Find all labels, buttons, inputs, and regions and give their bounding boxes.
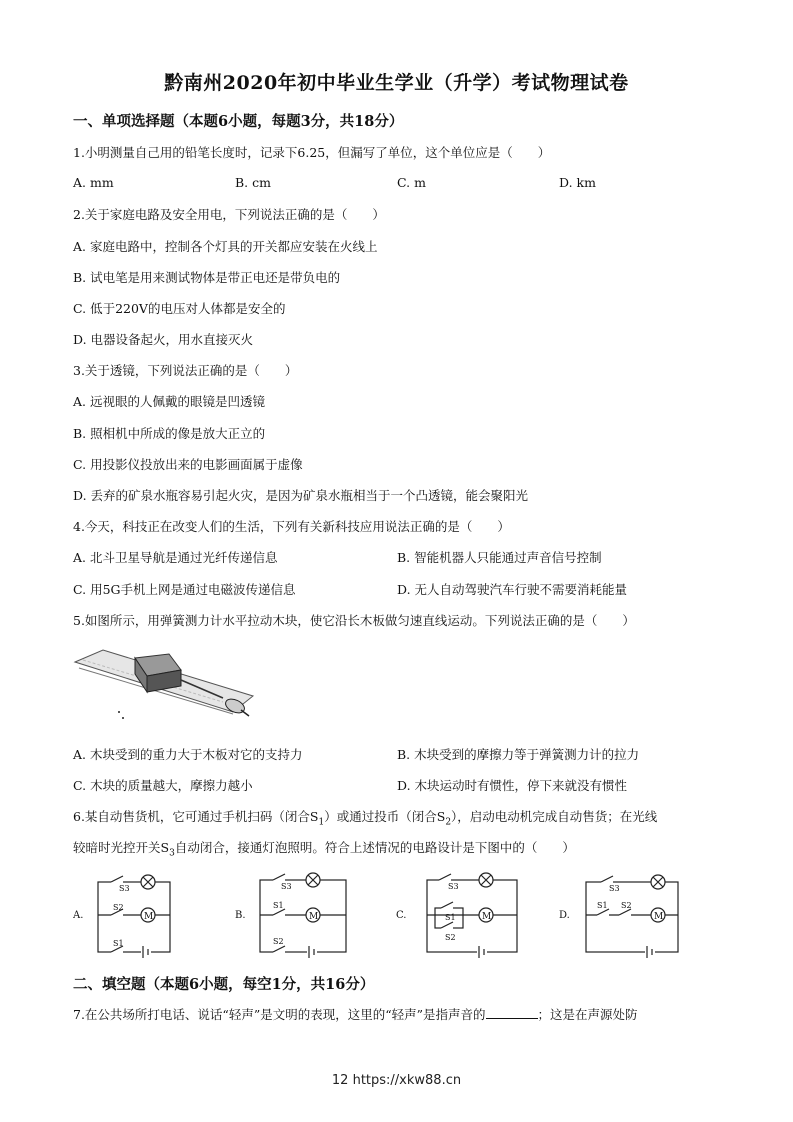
- question-4-option-b: B. 智能机器人只能通过声音信号控制: [397, 550, 602, 565]
- question-5-option-c: C. 木块的质量越大，摩擦力越小: [73, 778, 253, 793]
- question-2-option-b: B. 试电笔是用来测试物体是带正电还是带负电的: [73, 270, 341, 285]
- question-1-option-c: C. m: [397, 175, 426, 190]
- switch-label: S1: [113, 939, 124, 948]
- page-title: 黔南州2020年初中毕业生学业（升学）考试物理试卷: [164, 72, 629, 94]
- switch-label: S3: [448, 882, 459, 891]
- circuit-option-label: C.: [396, 910, 407, 921]
- question-2-option-c: C. 低于220V的电压对人体都是安全的: [73, 301, 286, 316]
- answer-blank[interactable]: [486, 1008, 538, 1019]
- question-3-stem: 3.关于透镜，下列说法正确的是（ ）: [73, 363, 298, 378]
- motor-label: M: [309, 912, 319, 922]
- question-7-stem: 7.在公共场所打电话、说话“轻声”是文明的表现，这里的“轻声”是指声音的 ；这是在声源处防: [73, 1007, 638, 1022]
- question-2-option-d: D. 电器设备起火，用水直接灭火: [73, 332, 254, 347]
- switch-label: S3: [281, 882, 292, 891]
- question-4-option-d: D. 无人自动驾驶汽车行驶不需要消耗能量: [397, 582, 628, 597]
- question-5-stem: 5.如图所示，用弹簧测力计水平拉动木块，使它沿长木板做匀速直线运动。下列说法正确的是（ ）: [73, 613, 635, 628]
- motor-label: M: [144, 912, 154, 922]
- question-4-option-a: A. 北斗卫星导航是通过光纤传递信息: [73, 550, 278, 565]
- circuit-c: [427, 873, 517, 958]
- question-3-option-d: D. 丢弃的矿泉水瓶容易引起火灾，是因为矿泉水瓶相当于一个凸透镜，能会聚阳光: [73, 488, 529, 503]
- question-3-option-a: A. 远视眼的人佩戴的眼镜是凹透镜: [73, 394, 265, 409]
- question-1-stem: 1.小明测量自己用的铅笔长度时，记录下6.25，但漏写了单位，这个单位应是（ ）: [73, 145, 551, 160]
- question-5-option-a: A. 木块受到的重力大于木板对它的支持力: [73, 747, 303, 762]
- switch-label: S2: [445, 933, 456, 942]
- dot-mark: [122, 717, 124, 719]
- question-6-stem-line-2: 较暗时光控开关$S_3$自动闭合，接通灯泡照明。符合上述情况的电路设计是下图中的（ ）: [73, 840, 575, 859]
- question-6-stem-line-1: 6.某自动售货机，它可通过手机扫码（闭合$S_1$）或通过投币（闭合$S_2$），启动电动机完成自动售货；在光线: [73, 809, 658, 828]
- switch-label: S3: [119, 884, 130, 893]
- circuit-option-label: D.: [559, 910, 570, 921]
- circuit-d: [586, 875, 678, 958]
- question-4-option-c: C. 用5G手机上网是通过电磁波传递信息: [73, 582, 296, 597]
- switch-label: S1: [445, 913, 456, 922]
- question-5-option-d: D. 木块运动时有惯性，停下来就没有惯性: [397, 778, 628, 793]
- switch-label: S2: [113, 903, 124, 912]
- question-1-option-a: A. mm: [73, 175, 114, 190]
- switch-label: S3: [609, 884, 620, 893]
- circuit-option-label: B.: [235, 910, 246, 921]
- motor-label: M: [654, 912, 664, 922]
- question-1-option-d: D. km: [559, 175, 596, 190]
- question-5-option-b: B. 木块受到的摩擦力等于弹簧测力计的拉力: [397, 747, 640, 762]
- circuit-option-label: A.: [73, 910, 84, 921]
- page-footer: 12 https://xkw88.cn: [331, 1073, 462, 1088]
- dot-mark: [118, 711, 120, 713]
- switch-label: S2: [273, 937, 284, 946]
- question-2-option-a: A. 家庭电路中，控制各个灯具的开关都应安装在火线上: [73, 239, 378, 254]
- question-2-stem: 2.关于家庭电路及安全用电，下列说法正确的是（ ）: [73, 207, 385, 222]
- section-heading-fill-in: 二、填空题（本题6小题，每空1分，共16分）: [73, 976, 375, 993]
- question-3-option-b: B. 照相机中所成的像是放大正立的: [73, 426, 266, 441]
- section-heading-choice: 一、单项选择题（本题6小题，每题3分，共18分）: [73, 113, 404, 130]
- switch-label: S1: [273, 901, 284, 910]
- spring-scale-figure: [73, 640, 263, 726]
- circuit-a: [98, 875, 170, 958]
- switch-label: S1: [597, 901, 608, 910]
- question-3-option-c: C. 用投影仪投放出来的电影画面属于虚像: [73, 457, 303, 472]
- switch-label: S2: [621, 901, 632, 910]
- question-4-stem: 4.今天，科技正在改变人们的生活，下列有关新科技应用说法正确的是（ ）: [73, 519, 510, 534]
- question-1-option-b: B. cm: [235, 175, 271, 190]
- motor-label: M: [482, 912, 492, 922]
- circuit-options-figure: [73, 866, 713, 962]
